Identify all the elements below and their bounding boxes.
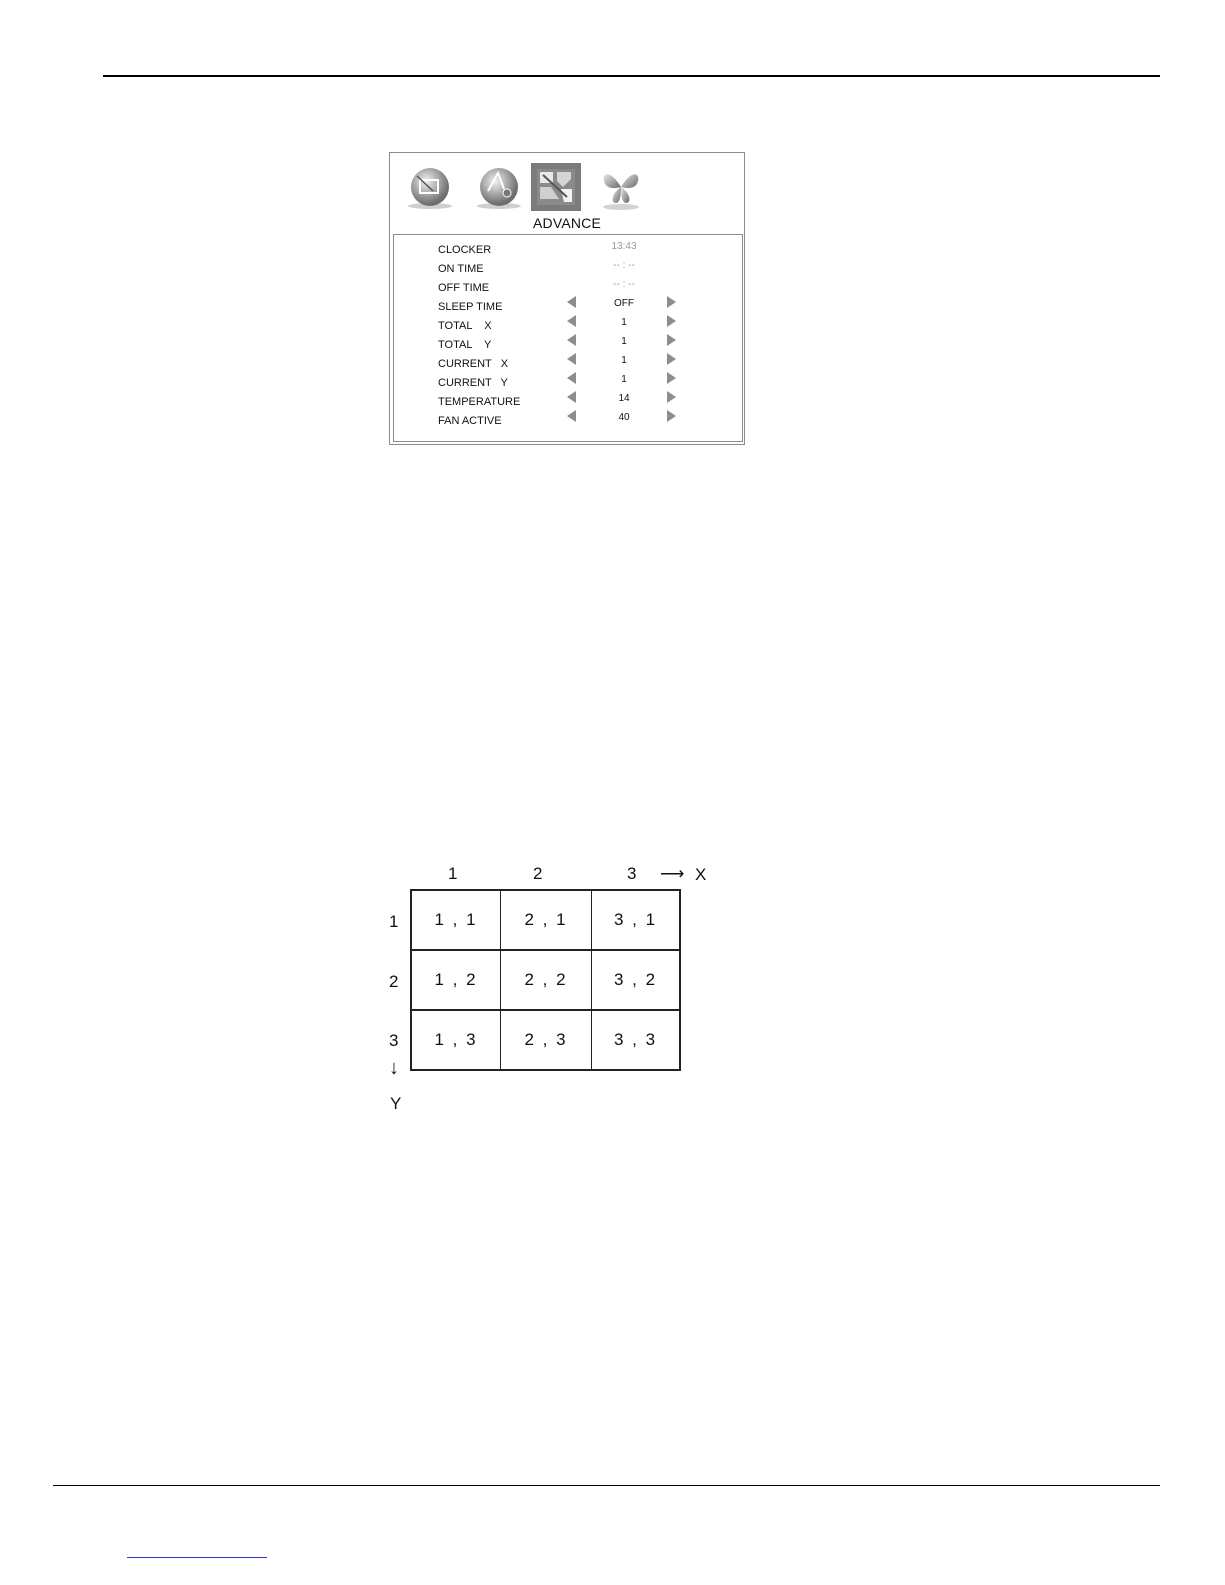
osd-title: ADVANCE bbox=[532, 215, 602, 231]
osd-row-value: 40 bbox=[618, 412, 630, 423]
tab-audio[interactable] bbox=[474, 163, 524, 211]
grid-cell: 1 , 3 bbox=[434, 1030, 478, 1049]
osd-settings-list bbox=[393, 234, 743, 442]
grid-cell: 2 , 1 bbox=[524, 910, 568, 929]
grid-cell: 3 , 1 bbox=[613, 910, 658, 929]
osd-row-value: -- : -- bbox=[613, 279, 635, 290]
osd-row-label: TEMPERATURE bbox=[438, 396, 521, 408]
osd-row[interactable] bbox=[394, 260, 742, 282]
footer-rule bbox=[53, 1485, 1160, 1486]
tab-other[interactable] bbox=[596, 163, 646, 211]
grid-cell: 3 , 2 bbox=[613, 970, 658, 989]
osd-row-value: 14 bbox=[618, 393, 630, 404]
footer-link-underline bbox=[127, 1557, 267, 1558]
osd-row-label: TOTAL Y bbox=[438, 339, 492, 351]
row-label: 2 bbox=[389, 972, 399, 991]
osd-row-value: 1 bbox=[621, 355, 627, 366]
osd-row-value: OFF bbox=[614, 298, 634, 309]
tab-picture[interactable] bbox=[405, 163, 455, 211]
column-label: 2 bbox=[533, 864, 543, 883]
grid-cell: 2 , 3 bbox=[524, 1030, 568, 1049]
tab-advance[interactable] bbox=[531, 163, 581, 211]
osd-row[interactable] bbox=[394, 412, 742, 434]
x-axis-arrow-icon: ⟶ bbox=[660, 864, 685, 883]
column-label: 1 bbox=[448, 864, 458, 883]
osd-advance-menu bbox=[389, 152, 745, 445]
osd-row-value: 1 bbox=[621, 336, 627, 347]
y-axis-label: Y bbox=[390, 1094, 402, 1113]
osd-row-label: CURRENT X bbox=[438, 358, 509, 370]
row-label: 1 bbox=[389, 912, 399, 931]
osd-row-value: -- : -- bbox=[613, 260, 635, 271]
osd-row-label: CLOCKER bbox=[438, 244, 492, 256]
butterfly-icon bbox=[596, 163, 646, 211]
column-label: 3 bbox=[627, 864, 637, 883]
grid-cell: 1 , 2 bbox=[434, 970, 478, 989]
picture-icon bbox=[405, 163, 455, 211]
grid-cell: 1 , 1 bbox=[434, 910, 478, 929]
x-axis-label: X bbox=[695, 865, 707, 884]
grid-cell: 2 , 2 bbox=[524, 970, 568, 989]
osd-row-label: OFF TIME bbox=[438, 282, 490, 294]
osd-row-label: FAN ACTIVE bbox=[438, 415, 502, 427]
audio-icon bbox=[474, 163, 524, 211]
osd-row-value: 1 bbox=[621, 317, 627, 328]
osd-row-label: SLEEP TIME bbox=[438, 301, 503, 313]
osd-row-label: ON TIME bbox=[438, 263, 484, 275]
tile-grid-diagram bbox=[380, 858, 720, 1118]
osd-row-value: 1 bbox=[621, 374, 627, 385]
osd-row-label: CURRENT Y bbox=[438, 377, 508, 389]
advance-tools-icon bbox=[531, 163, 581, 211]
osd-row-label: TOTAL X bbox=[438, 320, 492, 332]
y-axis-arrow-icon: ↓ bbox=[389, 1057, 399, 1079]
osd-row-value: 13:43 bbox=[611, 241, 637, 252]
osd-row[interactable] bbox=[394, 241, 742, 263]
row-label: 3 bbox=[389, 1031, 399, 1050]
tile-grid bbox=[410, 889, 681, 1071]
grid-cell: 3 , 3 bbox=[613, 1030, 658, 1049]
header-rule bbox=[103, 75, 1160, 77]
